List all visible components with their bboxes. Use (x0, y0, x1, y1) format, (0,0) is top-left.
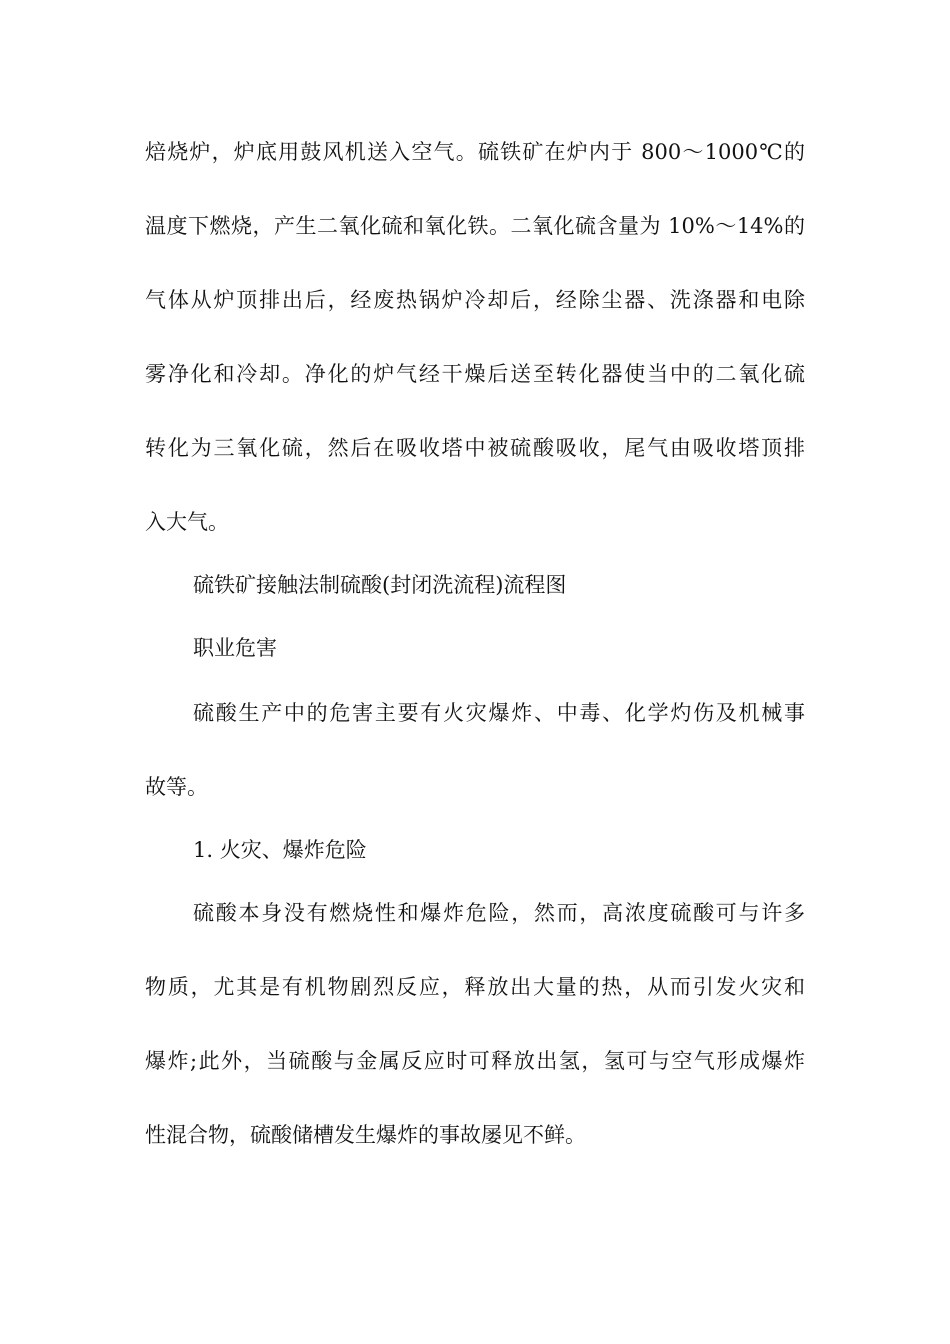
paragraph-line: 温度下燃烧，产生二氧化硫和氧化铁。二氧化硫含量为 10%～14%的 (145, 214, 805, 238)
paragraph-line: 爆炸;此外，当硫酸与金属反应时可释放出氢，氢可与空气形成爆炸 (145, 1049, 805, 1073)
subsection-heading-fire: 1. 火灾、爆炸危险 (193, 838, 367, 862)
paragraph-line: 硫酸本身没有燃烧性和爆炸危险，然而，高浓度硫酸可与许多 (193, 901, 805, 925)
flow-diagram-caption: 硫铁矿接触法制硫酸(封闭洗流程)流程图 (193, 573, 567, 597)
paragraph-line: 焙烧炉，炉底用鼓风机送入空气。硫铁矿在炉内于 800～1000℃的 (145, 140, 805, 164)
paragraph-line: 雾净化和冷却。净化的炉气经干燥后送至转化器使当中的二氧化硫 (145, 362, 805, 386)
paragraph-line: 入大气。 (145, 510, 229, 534)
paragraph-line: 物质，尤其是有机物剧烈反应，释放出大量的热，从而引发火灾和 (145, 975, 805, 999)
paragraph-line: 故等。 (145, 775, 208, 799)
section-heading-hazard: 职业危害 (193, 636, 277, 660)
paragraph-line: 气体从炉顶排出后，经废热锅炉冷却后，经除尘器、洗涤器和电除 (145, 288, 805, 312)
paragraph-line: 硫酸生产中的危害主要有火灾爆炸、中毒、化学灼伤及机械事 (193, 701, 805, 725)
paragraph-line: 性混合物，硫酸储槽发生爆炸的事故屡见不鲜。 (145, 1123, 586, 1147)
paragraph-line: 转化为三氧化硫，然后在吸收塔中被硫酸吸收，尾气由吸收塔顶排 (145, 436, 805, 460)
